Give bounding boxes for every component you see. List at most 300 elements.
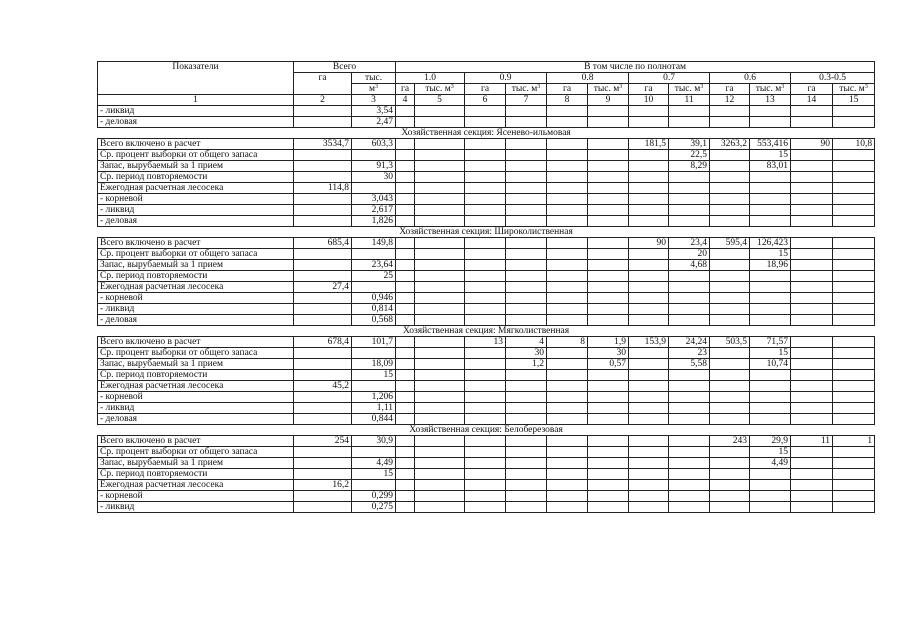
table-cell xyxy=(669,436,710,447)
table-cell xyxy=(833,205,875,216)
table-cell xyxy=(710,359,750,370)
table-cell xyxy=(396,304,415,315)
table-row xyxy=(98,238,875,249)
table-cell: 15 xyxy=(750,249,791,260)
table-cell: 0,299 xyxy=(352,491,396,502)
table-cell xyxy=(791,403,833,414)
table-cell xyxy=(294,249,352,260)
table-cell xyxy=(791,271,833,282)
table-cell: 15 xyxy=(750,348,791,359)
table-cell xyxy=(833,304,875,315)
table-cell: 2,617 xyxy=(352,205,396,216)
table-cell: 1,9 xyxy=(588,337,629,348)
table-cell xyxy=(669,370,710,381)
row-label: - деловая xyxy=(98,414,294,425)
table-cell: 1,11 xyxy=(352,403,396,414)
table-cell: 603,3 xyxy=(352,139,396,150)
table-cell xyxy=(547,348,588,359)
table-cell xyxy=(588,480,629,491)
document-sheet xyxy=(97,61,875,513)
table-cell xyxy=(710,260,750,271)
table-cell xyxy=(547,150,588,161)
table-cell xyxy=(833,260,875,271)
table-cell: 1,206 xyxy=(352,392,396,403)
table-cell xyxy=(669,293,710,304)
table-cell xyxy=(588,282,629,293)
table-cell xyxy=(506,205,547,216)
table-cell xyxy=(294,106,352,117)
table-cell xyxy=(588,238,629,249)
table-cell xyxy=(833,447,875,458)
section-title-row xyxy=(98,425,875,436)
unit-sup: 3 xyxy=(781,84,785,90)
table-cell xyxy=(791,315,833,326)
header-unit-m3 xyxy=(352,84,396,95)
table-cell xyxy=(465,150,506,161)
table-cell xyxy=(465,260,506,271)
table-cell xyxy=(588,183,629,194)
table-cell xyxy=(415,172,465,183)
table-cell xyxy=(506,414,547,425)
table-cell xyxy=(710,150,750,161)
table-cell xyxy=(294,150,352,161)
table-cell: 23 xyxy=(669,348,710,359)
table-cell xyxy=(465,436,506,447)
unit-sup: 3 xyxy=(619,84,623,90)
table-cell xyxy=(465,359,506,370)
table-row xyxy=(98,172,875,183)
table-cell xyxy=(629,172,669,183)
table-cell xyxy=(396,117,415,128)
table-cell xyxy=(294,304,352,315)
table-cell xyxy=(710,392,750,403)
table-row xyxy=(98,436,875,447)
table-cell xyxy=(415,469,465,480)
table-cell xyxy=(833,194,875,205)
table-cell xyxy=(415,458,465,469)
table-cell xyxy=(506,304,547,315)
table-cell xyxy=(415,348,465,359)
header-density-2: 0.9 xyxy=(465,73,547,84)
unit-sup: 3 xyxy=(450,84,454,90)
header-total-ha: га xyxy=(294,73,352,95)
table-cell xyxy=(415,282,465,293)
table-cell xyxy=(710,161,750,172)
table-cell xyxy=(506,315,547,326)
table-cell xyxy=(415,381,465,392)
table-cell xyxy=(547,194,588,205)
table-cell xyxy=(791,370,833,381)
column-number: 5 xyxy=(415,95,465,106)
table-cell xyxy=(396,502,415,513)
table-cell: 15 xyxy=(750,447,791,458)
unit-sup: 3 xyxy=(375,84,379,90)
table-cell xyxy=(750,172,791,183)
table-cell xyxy=(506,436,547,447)
table-cell xyxy=(629,161,669,172)
table-cell xyxy=(294,293,352,304)
table-cell xyxy=(352,183,396,194)
table-cell xyxy=(750,304,791,315)
table-cell xyxy=(506,161,547,172)
table-cell xyxy=(415,216,465,227)
table-cell xyxy=(629,205,669,216)
table-cell xyxy=(791,304,833,315)
table-cell xyxy=(396,348,415,359)
table-cell xyxy=(588,260,629,271)
header-indicators: Показатели xyxy=(98,62,294,95)
table-row xyxy=(98,205,875,216)
table-cell xyxy=(791,194,833,205)
row-label: Всего включено в расчет xyxy=(98,337,294,348)
table-cell xyxy=(588,194,629,205)
table-cell: 2,47 xyxy=(352,117,396,128)
table-cell xyxy=(415,359,465,370)
section-title: Хозяйственная секция: Белоберезовая xyxy=(98,425,875,436)
table-cell xyxy=(547,370,588,381)
table-cell xyxy=(294,161,352,172)
allowable-cut-table xyxy=(97,61,875,513)
table-cell xyxy=(629,447,669,458)
table-cell xyxy=(669,117,710,128)
table-cell xyxy=(352,381,396,392)
table-cell: 3,043 xyxy=(352,194,396,205)
section-title: Хозяйственная секция: Мягколиственная xyxy=(98,326,875,337)
table-row xyxy=(98,502,875,513)
table-cell: 149,8 xyxy=(352,238,396,249)
table-cell xyxy=(396,480,415,491)
table-cell: 181,5 xyxy=(629,139,669,150)
table-cell xyxy=(352,150,396,161)
table-cell xyxy=(294,370,352,381)
table-cell xyxy=(629,370,669,381)
table-cell xyxy=(669,106,710,117)
table-cell xyxy=(465,414,506,425)
table-cell xyxy=(547,381,588,392)
table-cell xyxy=(750,194,791,205)
column-number: 7 xyxy=(506,95,547,106)
table-cell: 23,64 xyxy=(352,260,396,271)
row-label: - корневой xyxy=(98,293,294,304)
table-cell xyxy=(396,392,415,403)
table-cell xyxy=(465,293,506,304)
table-cell xyxy=(833,403,875,414)
table-cell xyxy=(547,304,588,315)
table-cell xyxy=(547,458,588,469)
table-cell xyxy=(629,260,669,271)
table-cell xyxy=(396,447,415,458)
table-cell xyxy=(669,502,710,513)
table-cell: 83,01 xyxy=(750,161,791,172)
table-cell xyxy=(669,491,710,502)
table-cell: 4,68 xyxy=(669,260,710,271)
header-unit-ha: га xyxy=(547,84,588,95)
table-cell xyxy=(833,161,875,172)
table-cell xyxy=(669,216,710,227)
table-row xyxy=(98,216,875,227)
table-cell xyxy=(750,480,791,491)
table-cell xyxy=(547,480,588,491)
table-cell: 553,416 xyxy=(750,139,791,150)
column-number: 10 xyxy=(629,95,669,106)
table-cell xyxy=(547,282,588,293)
table-cell xyxy=(588,414,629,425)
unit-thous-m-text: тыс. м xyxy=(425,84,451,94)
table-row xyxy=(98,469,875,480)
table-cell xyxy=(750,216,791,227)
table-cell xyxy=(415,491,465,502)
table-cell xyxy=(588,315,629,326)
table-cell: 254 xyxy=(294,436,352,447)
table-cell xyxy=(791,282,833,293)
section-title-row xyxy=(98,326,875,337)
table-cell xyxy=(415,183,465,194)
table-cell: 45,2 xyxy=(294,381,352,392)
table-cell: 15 xyxy=(352,469,396,480)
table-cell xyxy=(415,139,465,150)
row-label: Ср. период повторяемости xyxy=(98,172,294,183)
column-number: 3 xyxy=(352,95,396,106)
table-row xyxy=(98,480,875,491)
header-unit-thous-m3 xyxy=(833,84,875,95)
table-cell xyxy=(465,139,506,150)
table-row xyxy=(98,392,875,403)
table-cell xyxy=(352,348,396,359)
table-cell xyxy=(415,249,465,260)
row-label: Ср. период повторяемости xyxy=(98,469,294,480)
table-cell xyxy=(710,414,750,425)
table-cell: 0,275 xyxy=(352,502,396,513)
row-label: Ежегодная расчетная лесосека xyxy=(98,381,294,392)
table-cell xyxy=(465,117,506,128)
table-cell xyxy=(791,106,833,117)
column-number: 14 xyxy=(791,95,833,106)
table-cell xyxy=(465,304,506,315)
table-cell xyxy=(629,491,669,502)
table-cell xyxy=(396,172,415,183)
table-cell xyxy=(588,161,629,172)
row-label: Запас, вырубаемый за 1 прием xyxy=(98,260,294,271)
header-unit-ha: га xyxy=(465,84,506,95)
table-row xyxy=(98,139,875,150)
table-cell xyxy=(588,172,629,183)
table-cell xyxy=(833,117,875,128)
unit-sup: 3 xyxy=(700,84,704,90)
table-cell xyxy=(629,282,669,293)
table-cell xyxy=(791,491,833,502)
table-cell: 0,814 xyxy=(352,304,396,315)
table-cell xyxy=(547,183,588,194)
table-cell xyxy=(294,315,352,326)
table-cell xyxy=(669,414,710,425)
table-cell xyxy=(396,183,415,194)
table-row xyxy=(98,458,875,469)
table-cell xyxy=(547,216,588,227)
table-cell xyxy=(710,381,750,392)
table-cell: 1 xyxy=(833,436,875,447)
table-cell xyxy=(465,315,506,326)
table-cell: 0,844 xyxy=(352,414,396,425)
table-cell xyxy=(465,348,506,359)
table-cell xyxy=(791,238,833,249)
table-cell xyxy=(352,249,396,260)
row-label: - деловая xyxy=(98,216,294,227)
table-cell xyxy=(294,260,352,271)
table-cell: 114,8 xyxy=(294,183,352,194)
table-cell xyxy=(833,249,875,260)
table-cell xyxy=(629,502,669,513)
table-cell: 71,57 xyxy=(750,337,791,348)
table-cell xyxy=(506,458,547,469)
table-cell xyxy=(710,370,750,381)
table-cell xyxy=(396,381,415,392)
table-cell xyxy=(547,249,588,260)
table-cell xyxy=(669,469,710,480)
row-label: - деловая xyxy=(98,117,294,128)
table-cell xyxy=(506,469,547,480)
header-unit-ha: га xyxy=(396,84,415,95)
table-cell xyxy=(588,216,629,227)
table-cell: 10,74 xyxy=(750,359,791,370)
table-cell xyxy=(506,271,547,282)
table-cell xyxy=(833,381,875,392)
table-cell xyxy=(791,359,833,370)
table-cell xyxy=(710,447,750,458)
row-label: Всего включено в расчет xyxy=(98,436,294,447)
table-cell xyxy=(750,183,791,194)
table-cell: 15 xyxy=(352,370,396,381)
table-cell xyxy=(750,403,791,414)
table-cell xyxy=(465,502,506,513)
table-cell: 4,49 xyxy=(352,458,396,469)
table-cell xyxy=(669,392,710,403)
table-cell xyxy=(547,205,588,216)
table-cell xyxy=(629,348,669,359)
table-cell xyxy=(833,414,875,425)
column-number: 2 xyxy=(294,95,352,106)
table-cell xyxy=(547,172,588,183)
row-label: Ср. процент выборки от общего запаса xyxy=(98,447,294,458)
table-cell xyxy=(547,392,588,403)
row-label: - ликвид xyxy=(98,403,294,414)
table-cell xyxy=(465,216,506,227)
header-unit-thous-m3 xyxy=(588,84,629,95)
table-cell xyxy=(629,414,669,425)
table-cell xyxy=(710,216,750,227)
table-cell xyxy=(588,293,629,304)
table-cell xyxy=(669,403,710,414)
table-cell xyxy=(415,403,465,414)
row-label: Запас, вырубаемый за 1 прием xyxy=(98,359,294,370)
table-cell xyxy=(791,502,833,513)
table-cell xyxy=(791,260,833,271)
table-cell xyxy=(669,304,710,315)
table-cell xyxy=(396,238,415,249)
table-cell xyxy=(833,271,875,282)
table-cell xyxy=(791,172,833,183)
table-cell: 503,5 xyxy=(710,337,750,348)
table-cell xyxy=(465,172,506,183)
table-cell: 1,826 xyxy=(352,216,396,227)
table-cell xyxy=(629,216,669,227)
table-cell xyxy=(833,106,875,117)
table-cell: 153,9 xyxy=(629,337,669,348)
table-cell xyxy=(588,139,629,150)
unit-sup: 3 xyxy=(537,84,541,90)
table-cell: 0,57 xyxy=(588,359,629,370)
table-cell xyxy=(547,260,588,271)
table-cell xyxy=(396,436,415,447)
header-density-4: 0.7 xyxy=(629,73,710,84)
table-cell xyxy=(588,447,629,458)
table-row xyxy=(98,194,875,205)
table-cell xyxy=(833,469,875,480)
table-row xyxy=(98,370,875,381)
table-cell xyxy=(294,348,352,359)
table-cell xyxy=(791,293,833,304)
table-row xyxy=(98,315,875,326)
table-cell xyxy=(710,458,750,469)
column-number: 12 xyxy=(710,95,750,106)
table-cell xyxy=(465,238,506,249)
table-cell xyxy=(669,480,710,491)
table-cell xyxy=(465,469,506,480)
table-cell xyxy=(833,480,875,491)
table-cell xyxy=(294,491,352,502)
table-row xyxy=(98,161,875,172)
section-title: Хозяйственная секция: Ясенево-ильмовая xyxy=(98,128,875,139)
table-cell xyxy=(396,205,415,216)
table-cell xyxy=(506,249,547,260)
column-number: 13 xyxy=(750,95,791,106)
table-cell xyxy=(833,370,875,381)
column-number: 9 xyxy=(588,95,629,106)
table-cell xyxy=(833,216,875,227)
table-cell: 0,568 xyxy=(352,315,396,326)
table-cell xyxy=(415,447,465,458)
table-cell xyxy=(750,370,791,381)
table-cell xyxy=(588,304,629,315)
table-cell xyxy=(506,117,547,128)
table-cell xyxy=(547,238,588,249)
header-density-6: 0.3-0.5 xyxy=(791,73,875,84)
table-cell xyxy=(465,161,506,172)
table-cell xyxy=(750,282,791,293)
table-cell xyxy=(588,403,629,414)
table-cell xyxy=(750,414,791,425)
table-cell xyxy=(791,249,833,260)
header-total: Всего xyxy=(294,62,396,73)
table-cell xyxy=(669,315,710,326)
table-cell xyxy=(294,447,352,458)
row-label: Ср. период повторяемости xyxy=(98,271,294,282)
table-cell xyxy=(791,150,833,161)
table-cell: 18,09 xyxy=(352,359,396,370)
table-cell xyxy=(506,260,547,271)
table-cell xyxy=(588,491,629,502)
header-unit-thous-m3 xyxy=(415,84,465,95)
table-cell xyxy=(750,315,791,326)
unit-thous-m-text: тыс. м xyxy=(755,84,782,94)
table-cell xyxy=(415,480,465,491)
row-label: - корневой xyxy=(98,392,294,403)
table-cell xyxy=(791,205,833,216)
table-row xyxy=(98,359,875,370)
table-cell xyxy=(629,183,669,194)
column-number: 1 xyxy=(98,95,294,106)
table-cell: 5,58 xyxy=(669,359,710,370)
table-cell xyxy=(588,458,629,469)
